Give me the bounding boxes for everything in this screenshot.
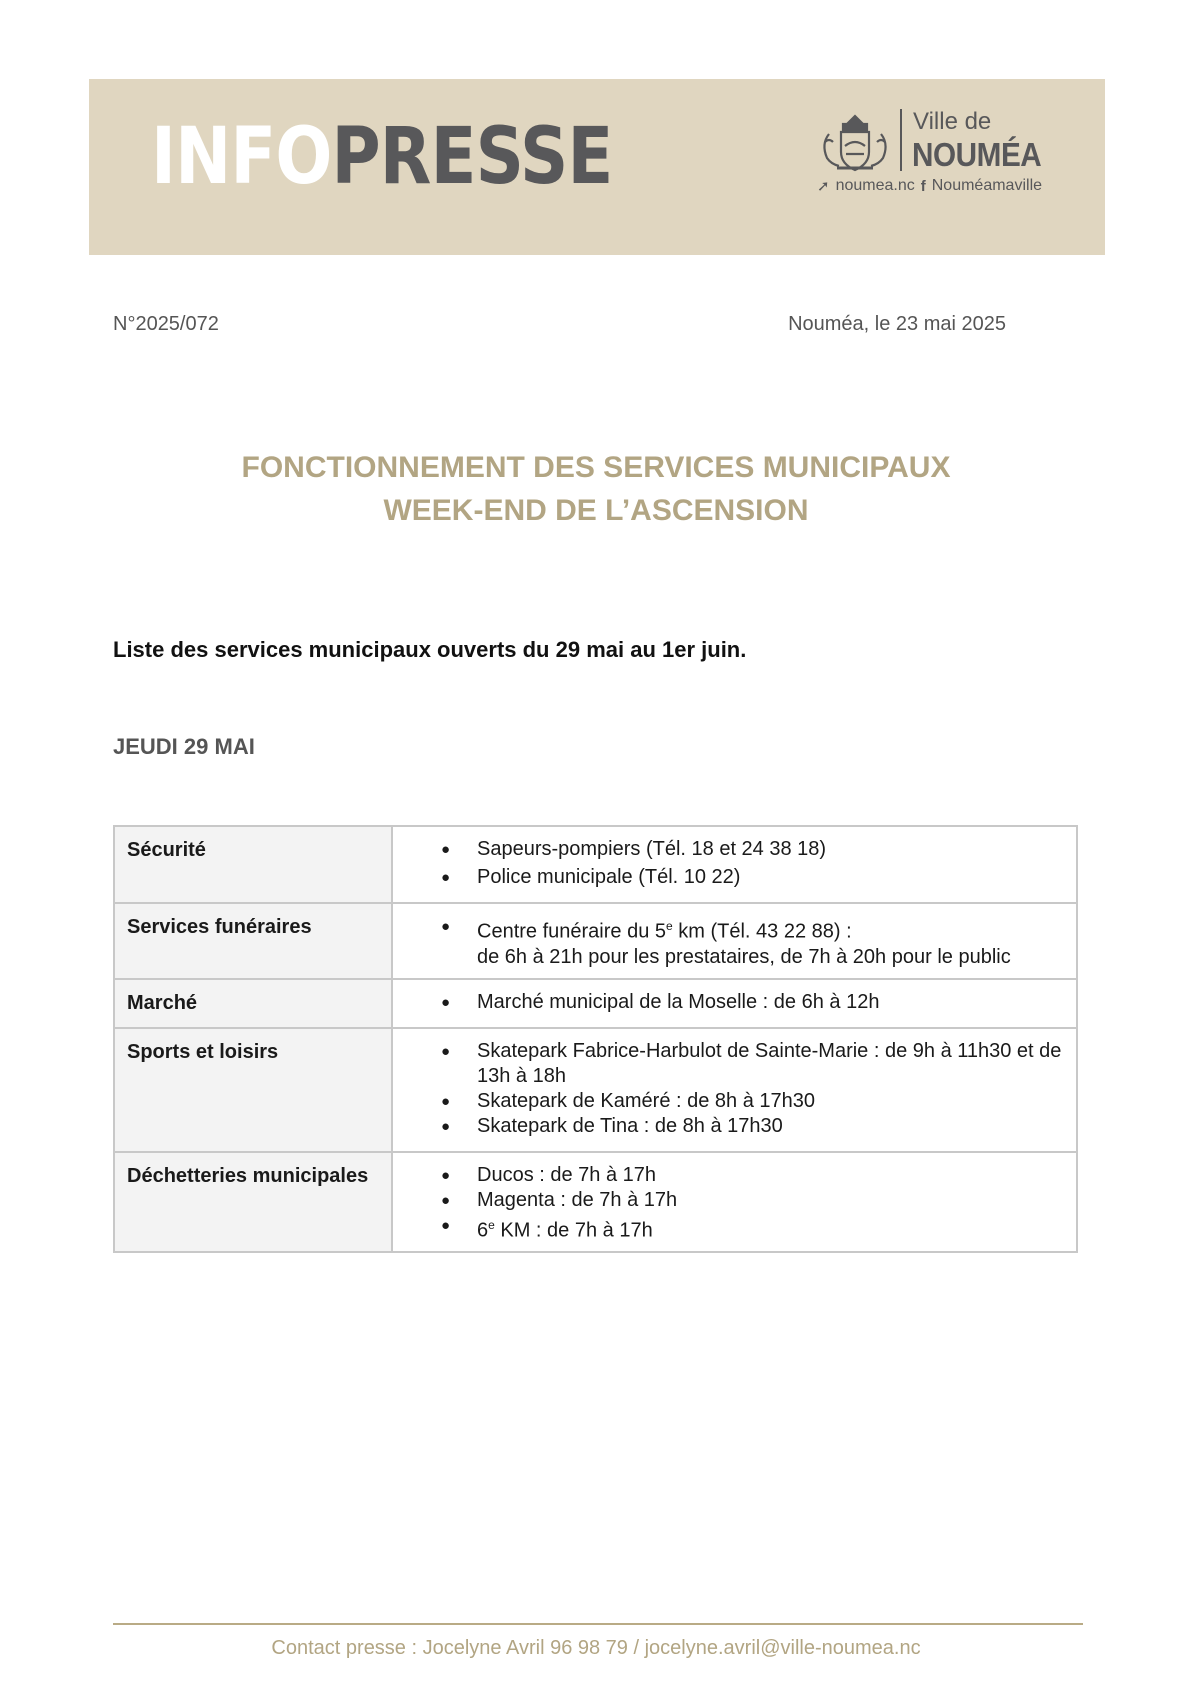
category-cell: Marché bbox=[114, 979, 392, 1028]
category-cell: Services funéraires bbox=[114, 903, 392, 979]
table-row bbox=[114, 979, 1077, 1028]
details-cell bbox=[392, 1152, 1077, 1253]
list-item: ● 6e KM : de 7h à 17h bbox=[393, 1213, 1062, 1244]
category-cell: Sports et loisirs bbox=[114, 1028, 392, 1152]
title-line-2: WEEK-END DE L’ASCENSION bbox=[383, 494, 809, 527]
info-presse-logo: INFOPRESSE bbox=[151, 112, 613, 202]
facebook-link[interactable]: Nouméamaville bbox=[931, 177, 1043, 194]
list-item: ● Sapeurs-pompiers (Tél. 18 et 24 38 18) bbox=[393, 837, 1062, 862]
noumea-label: NOUMÉA bbox=[912, 136, 1042, 173]
logo-divider bbox=[900, 109, 902, 171]
facebook-icon: f bbox=[920, 177, 926, 195]
list-item: ● Ducos : de 7h à 17h bbox=[393, 1163, 1062, 1188]
list-item: ● Magenta : de 7h à 17h bbox=[393, 1188, 1062, 1213]
document-title bbox=[0, 446, 1192, 532]
table-row bbox=[114, 903, 1077, 979]
details-cell bbox=[392, 979, 1077, 1028]
website-link[interactable]: noumea.nc bbox=[835, 177, 915, 194]
city-crest-icon bbox=[819, 112, 891, 176]
footer-divider bbox=[113, 1623, 1083, 1625]
send-arrow-icon: ➚ bbox=[817, 178, 830, 195]
details-cell bbox=[392, 1028, 1077, 1152]
list-item: ● Skatepark de Tina : de 8h à 17h30 bbox=[393, 1114, 1062, 1139]
details-cell bbox=[392, 826, 1077, 903]
list-item: ● Police municipale (Tél. 10 22) bbox=[393, 865, 1062, 890]
press-release-date: Nouméa, le 23 mai 2025 bbox=[788, 313, 1006, 335]
press-contact: Contact presse : Jocelyne Avril 96 98 79 / jocelyne.avril@ville-noumea.nc bbox=[271, 1637, 921, 1659]
list-item: ● Skatepark de Kaméré : de 8h à 17h30 bbox=[393, 1089, 1062, 1114]
press-release-number: N°2025/072 bbox=[113, 313, 219, 335]
list-item: ● Centre funéraire du 5e km (Tél. 43 22 88) : de 6h à 21h pour les prestataires, de 7h à 20h pour le public bbox=[393, 914, 1062, 970]
ville-de-label: Ville de bbox=[913, 108, 992, 135]
header-banner bbox=[89, 79, 1105, 255]
social-links bbox=[817, 177, 1042, 195]
table-row bbox=[114, 826, 1077, 903]
table-row bbox=[114, 1028, 1077, 1152]
services-table bbox=[113, 825, 1078, 1253]
title-line-1: FONCTIONNEMENT DES SERVICES MUNICIPAUX bbox=[241, 451, 951, 484]
intro-text: Liste des services municipaux ouverts du 29 mai au 1er juin. bbox=[113, 637, 747, 662]
list-item: ● Skatepark Fabrice-Harbulot de Sainte-Marie : de 9h à 11h30 et de 13h à 18h bbox=[393, 1039, 1062, 1089]
category-cell: Sécurité bbox=[114, 826, 392, 903]
table-row bbox=[114, 1152, 1077, 1253]
category-cell: Déchetteries municipales bbox=[114, 1152, 392, 1253]
details-cell bbox=[392, 903, 1077, 979]
list-item: ● Marché municipal de la Moselle : de 6h à 12h bbox=[393, 990, 1062, 1015]
day-heading: JEUDI 29 MAI bbox=[113, 734, 255, 759]
